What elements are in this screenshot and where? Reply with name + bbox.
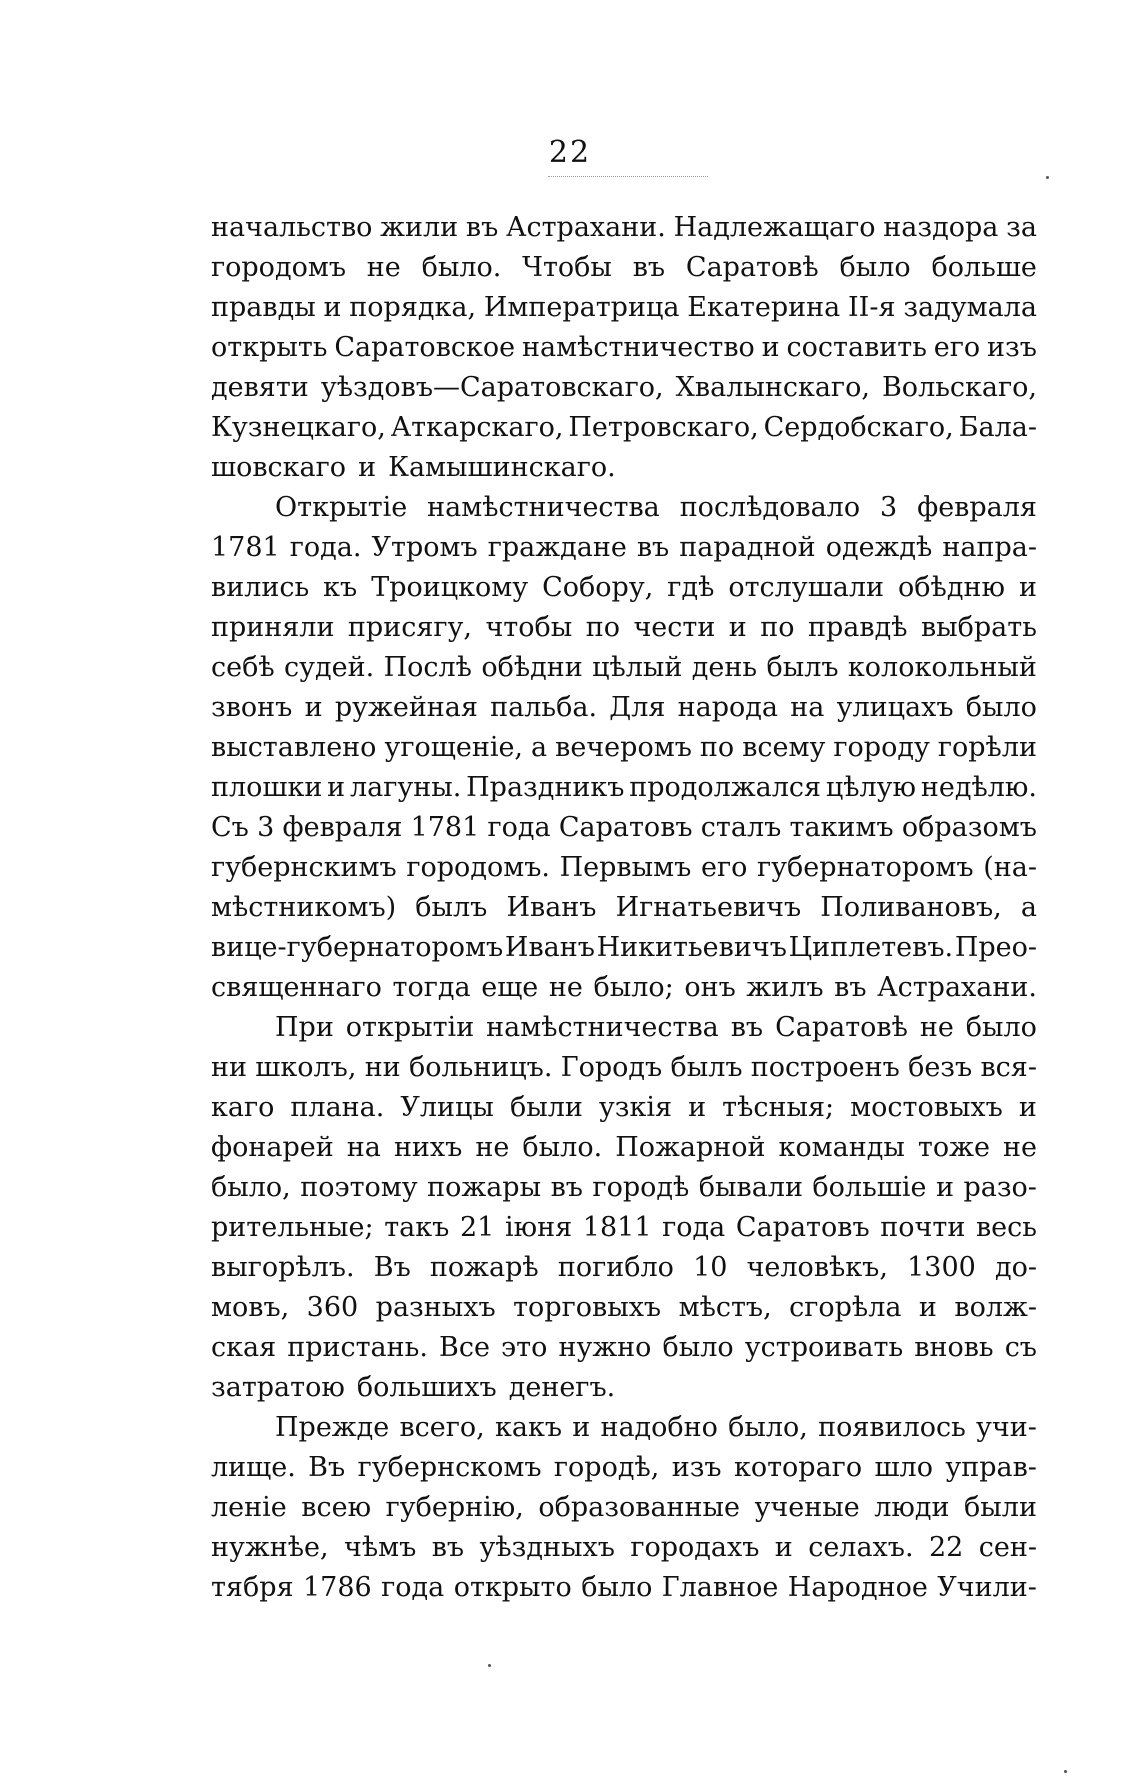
header-rule [548, 176, 708, 177]
text-line: правды и порядка, Императрица Екатерина II-я задумала [211, 292, 1037, 323]
text-line: рительные; такъ 21 іюня 1811 года Саратовъ почти весь [211, 1212, 1037, 1243]
text-line: начальство жили въ Астрахани. Надлежащаго наздора за [211, 212, 1037, 243]
text-line: приняли присягу, чтобы по чести и по правдѣ выбрать [211, 612, 1037, 643]
text-line: Открытіе намѣстничества послѣдовало 3 февраля [275, 492, 1037, 523]
text-line: Прежде всего, какъ и надобно было, появилось учи- [275, 1412, 1037, 1443]
text-line: При открытіи намѣстничества въ Саратовѣ не было [275, 1012, 1037, 1043]
body-text [211, 208, 1037, 1608]
text-line: затратою большихъ денегъ. [211, 1372, 616, 1403]
text-line: себѣ судей. Послѣ обѣдни цѣлый день былъ колокольный [211, 652, 1037, 683]
text-line: плошки и лагуны. Праздникъ продолжался цѣлую недѣлю. [211, 772, 1037, 803]
text-line: городомъ не было. Чтобы въ Саратовѣ было больше [211, 252, 1037, 283]
text-line: Съ 3 февраля 1781 года Саратовъ сталъ такимъ образомъ [211, 812, 1037, 843]
text-line: леніе всею губернію, образованные ученые люди были [211, 1492, 1037, 1523]
text-line: девяти уѣздовъ—Саратовскаго, Хвалынскаго, Вольскаго, [211, 372, 1037, 403]
print-speck [1064, 1770, 1067, 1773]
text-line: Кузнецкаго, Аткарскаго, Петровскаго, Сердобскаго, Бала- [211, 412, 1037, 443]
text-line: вились къ Троицкому Собору, гдѣ отслушали обѣдню и [211, 572, 1037, 603]
text-line: ни школъ, ни больницъ. Городъ былъ построенъ безъ вся- [211, 1052, 1037, 1083]
text-line: звонъ и ружейная пальба. Для народа на улицахъ было [211, 692, 1037, 723]
page-number: 22 [548, 135, 592, 170]
text-line: каго плана. Улицы были узкія и тѣсныя; мостовыхъ и [211, 1092, 1037, 1123]
text-line: мѣстникомъ) былъ Иванъ Игнатьевичъ Поливановъ, а [211, 892, 1037, 923]
text-line: было, поэтому пожары въ городѣ бывали большіе и разо- [211, 1172, 1037, 1203]
text-line: вице-губернаторомъ Иванъ Никитьевичъ Циплетевъ. Прео- [211, 932, 1037, 963]
text-line: открыть Саратовское намѣстничество и составить его изъ [211, 332, 1037, 363]
text-line: лище. Въ губернскомъ городѣ, изъ котораго шло управ- [211, 1452, 1037, 1483]
text-line: губернскимъ городомъ. Первымъ его губернаторомъ (на- [211, 852, 1037, 883]
text-line: тября 1786 года открыто было Главное Народное Учили- [211, 1572, 1037, 1603]
text-line: шовскаго и Камышинскаго. [211, 452, 616, 483]
print-speck [488, 1664, 491, 1667]
text-line: нужнѣе, чѣмъ въ уѣздныхъ городахъ и селахъ. 22 сен- [211, 1532, 1037, 1563]
text-line: фонарей на нихъ не было. Пожарной команды тоже не [211, 1132, 1037, 1163]
text-line: ская пристань. Все это нужно было устроивать вновь съ [211, 1332, 1037, 1363]
text-line: мовъ, 360 разныхъ торговыхъ мѣстъ, сгорѣла и волж- [211, 1292, 1037, 1323]
text-line: священнаго тогда еще не было; онъ жилъ въ Астрахани. [211, 972, 1037, 1003]
text-line: выгорѣлъ. Въ пожарѣ погибло 10 человѣкъ, 1300 до- [211, 1252, 1037, 1283]
print-speck [1046, 176, 1049, 179]
text-line: выставлено угощеніе, а вечеромъ по всему городу горѣли [211, 732, 1037, 763]
text-line: 1781 года. Утромъ граждане въ парадной одеждѣ напра- [211, 532, 1037, 563]
